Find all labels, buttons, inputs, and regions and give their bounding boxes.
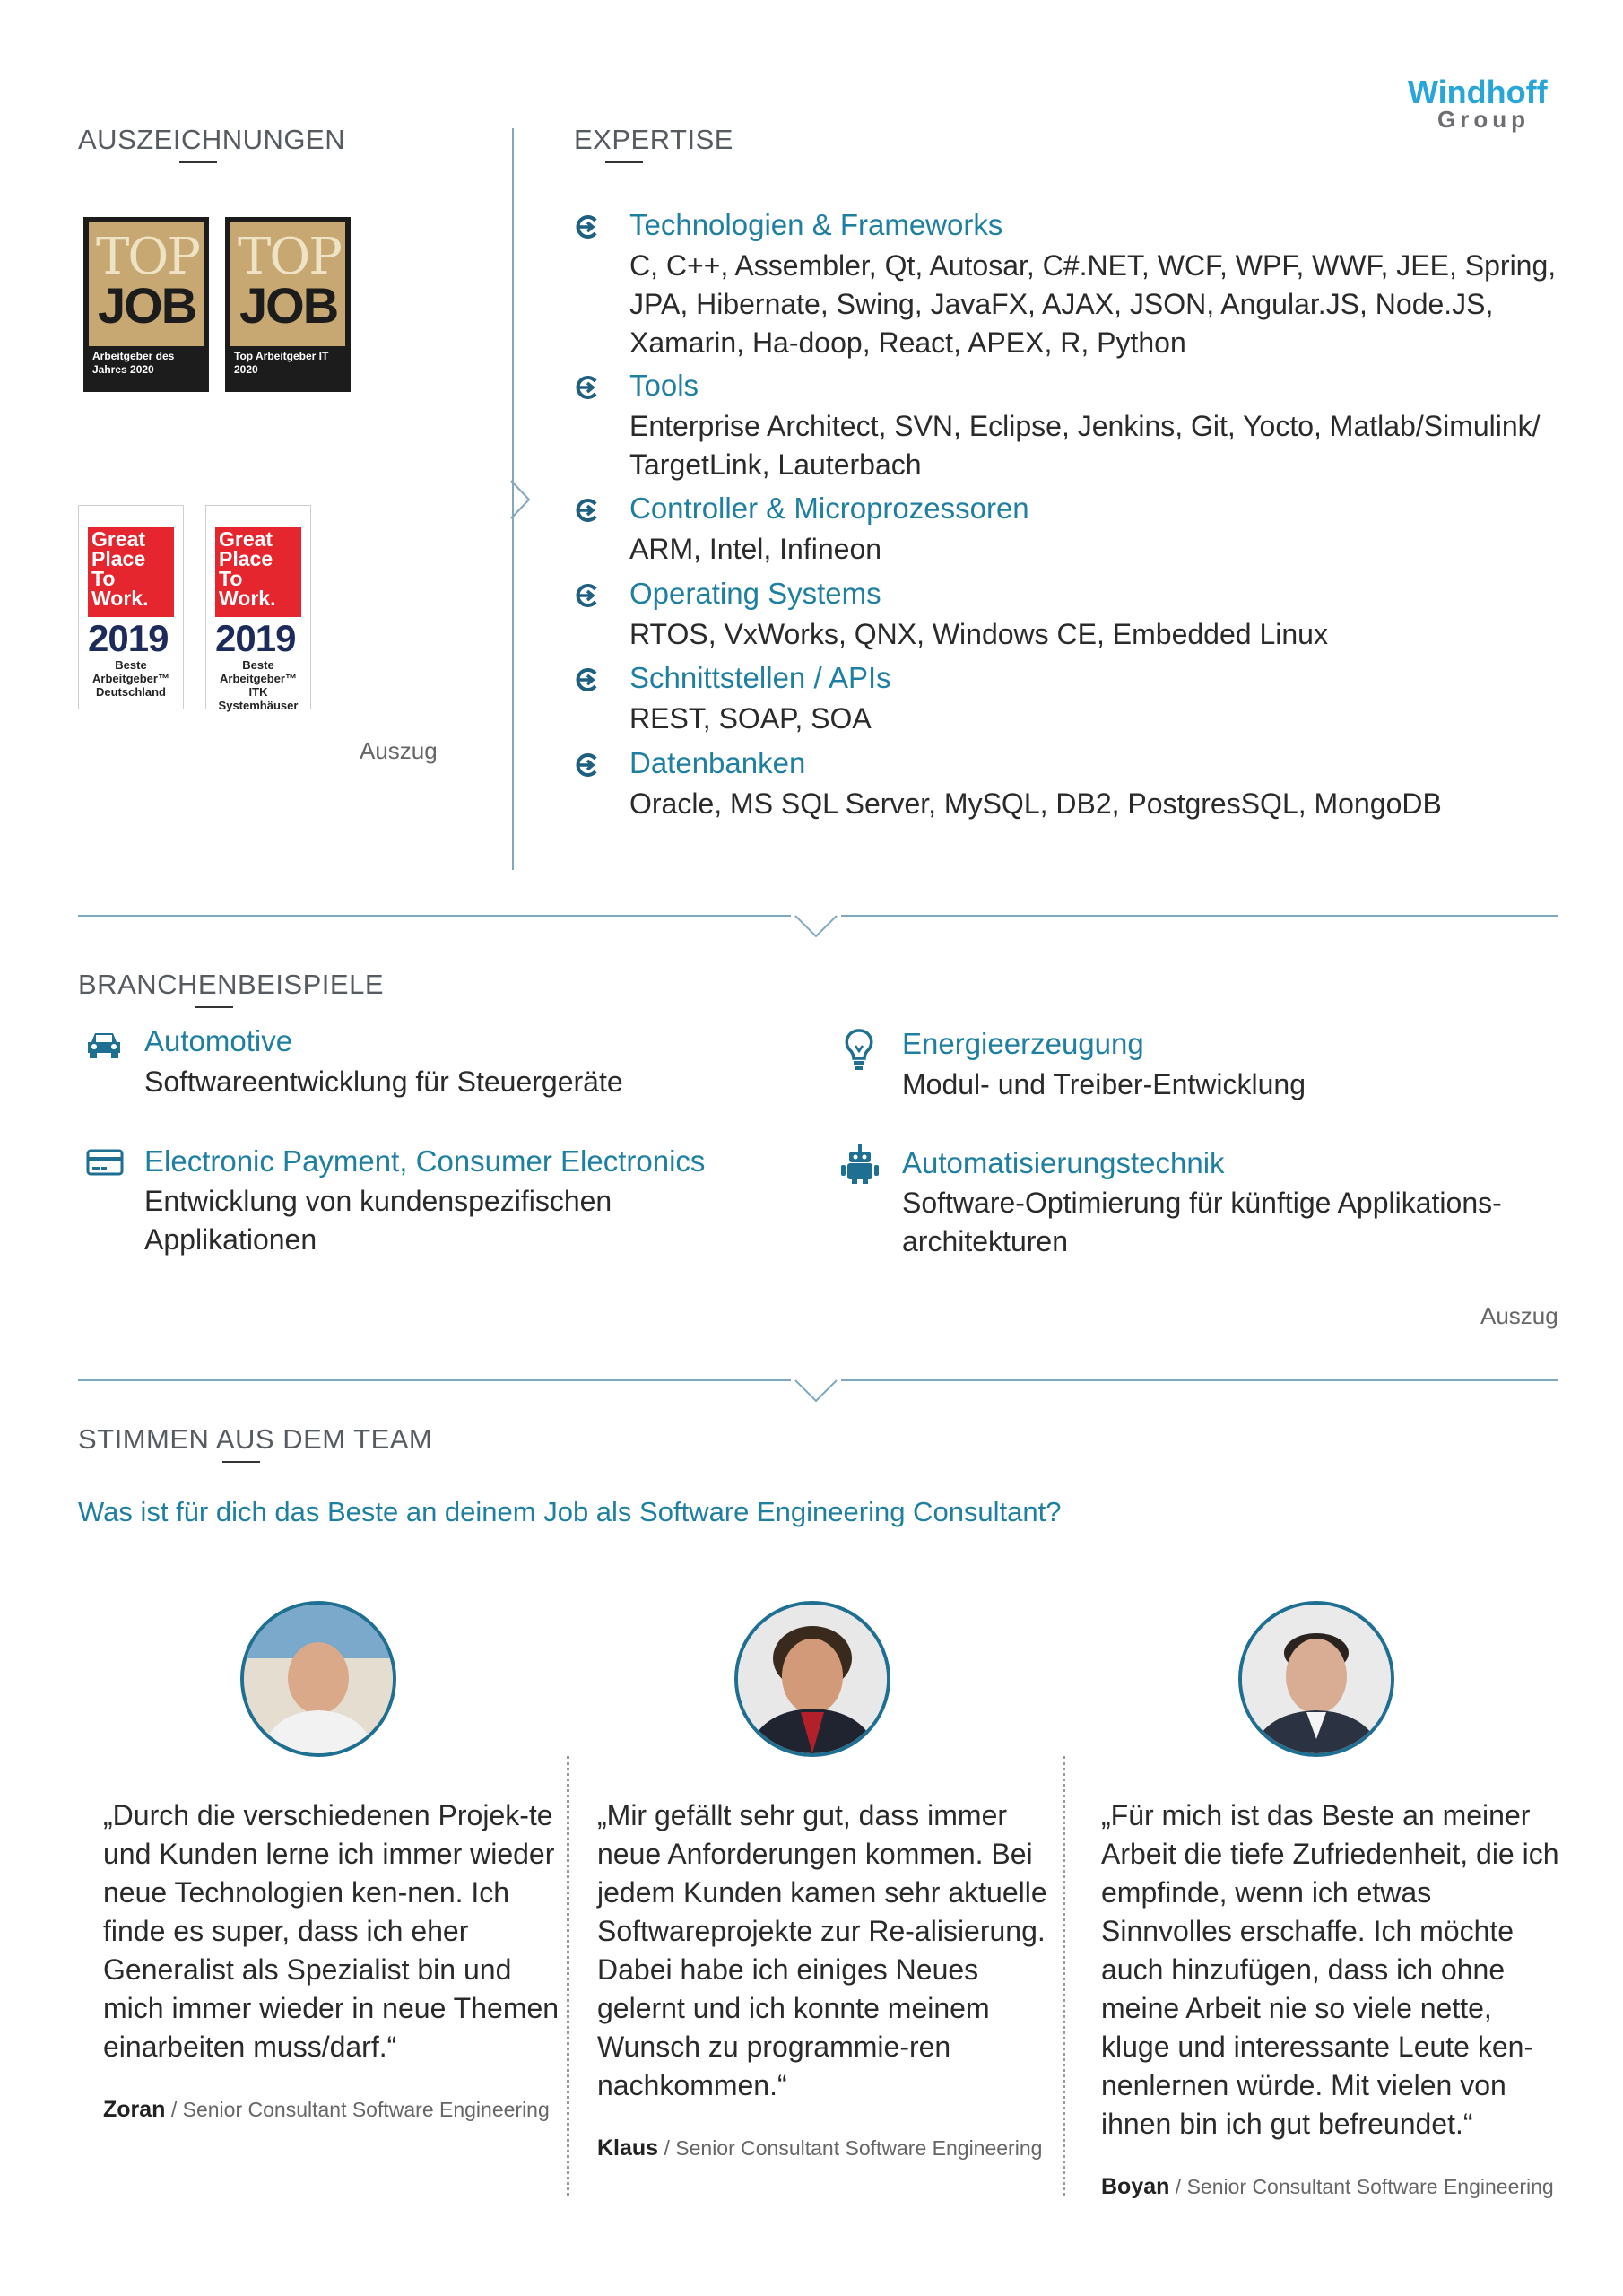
arrow-right-icon — [574, 666, 601, 693]
expertise-title: Controller & Microprozessoren — [629, 491, 1029, 525]
branch-title: Energieerzeugung — [902, 1027, 1144, 1060]
team-member-name: Zoran — [103, 2097, 166, 2122]
gptw-caption: Beste Arbeitgeber™ Deutschland — [92, 658, 169, 699]
credit-card-icon — [86, 1149, 124, 1176]
branch-title: Electronic Payment, Consumer Electronics — [144, 1144, 706, 1178]
robot-icon — [839, 1144, 881, 1185]
arrow-right-icon — [574, 752, 601, 778]
expertise-title: Technologien & Frameworks — [629, 208, 1003, 241]
arrow-right-icon — [574, 497, 601, 524]
topjob-top-text: TOP — [96, 228, 199, 286]
gptw-badge-1 — [78, 505, 184, 709]
team-member-role: / Senior Consultant Software Engineering — [165, 2098, 550, 2121]
topjob-job-text: JOB — [98, 277, 196, 334]
expertise-body: ARM, Intel, Infineon — [629, 533, 882, 565]
expertise-title: Datenbanken — [629, 746, 806, 779]
expertise-body: REST, SOAP, SOA — [629, 702, 872, 735]
team-heading: STIMMEN AUS DEM TEAM — [78, 1423, 433, 1455]
team-signature — [1101, 2174, 1554, 2200]
expertise-title: Tools — [629, 369, 699, 402]
arrow-right-icon — [574, 582, 601, 609]
team-member-name: Klaus — [597, 2135, 659, 2161]
branch-title: Automotive — [144, 1024, 293, 1057]
lightbulb-icon — [844, 1028, 874, 1073]
topjob-job-text: JOB — [239, 277, 338, 334]
logo-wordmark: Windhoff — [1408, 74, 1548, 110]
person-photo-placeholder — [738, 1605, 887, 1753]
topjob-badge-1 — [83, 217, 209, 392]
section-divider — [78, 1370, 1558, 1406]
branches-excerpt-note: Auszug — [1480, 1302, 1558, 1329]
avatar — [1238, 1601, 1394, 1757]
branch-body: Software-Optimierung für künftige Applikations-architekturen — [902, 1187, 1502, 1257]
divider-chevron-icon — [508, 477, 534, 522]
car-icon — [86, 1030, 122, 1060]
topjob-caption: Top Arbeitgeber IT 2020 — [234, 350, 329, 376]
expertise-body: Oracle, MS SQL Server, MySQL, DB2, PostgresSQL, MongoDB — [629, 787, 1442, 820]
avatar — [734, 1601, 890, 1757]
avatar — [240, 1601, 396, 1757]
awards-heading: AUSZEICHNUNGEN — [78, 124, 346, 155]
gptw-brand-text: Great Place To Work. — [219, 527, 276, 610]
team-signature — [103, 2097, 550, 2123]
awards-excerpt-note: Auszug — [360, 737, 438, 764]
team-quote: „Durch die verschiedenen Projek-te und Kunden lerne ich immer wieder neue Technologien ken-nen. Ich finde es super, dass ich eher Generalist als Spezialist bin und mich immer wieder in neue Themen einarbeiten muss/darf.“ — [103, 1799, 560, 2063]
gptw-year: 2019 — [88, 617, 169, 659]
branch-body: Entwicklung von kundenspezifischen Applikationen — [144, 1185, 612, 1256]
expertise-body: RTOS, VxWorks, QNX, Windows CE, Embedded Linux — [629, 618, 1328, 650]
team-member-name: Boyan — [1101, 2174, 1170, 2199]
team-member-role: / Senior Consultant Software Engineering — [658, 2136, 1043, 2160]
branch-title: Automatisierungstechnik — [902, 1146, 1225, 1179]
branches-heading-underline — [195, 1006, 233, 1008]
person-photo-placeholder — [244, 1605, 393, 1753]
team-quote: „Für mich ist das Beste an meiner Arbeit die tiefe Zufriedenheit, die ich empfinde, wenn ich etwas Sinnvolles erschaffe. Ich möchte auch hinzufügen, dass ich ohne meine Arbeit nie so viele nette, kluge und interessante Leute ken-nenlernen würde. Mit vielen von ihnen bin ich gut befreundet.“ — [1101, 1799, 1559, 2140]
arrow-right-icon — [574, 374, 601, 401]
gptw-year: 2019 — [215, 617, 296, 659]
gptw-caption: Beste Arbeitgeber™ ITK Systemhäuser — [218, 658, 299, 712]
expertise-heading-underline — [605, 161, 643, 163]
expertise-heading: EXPERTISE — [574, 124, 733, 155]
section-divider — [78, 906, 1558, 942]
logo-subline: Group — [1437, 106, 1530, 133]
branch-body: Softwareentwicklung für Steuergeräte — [144, 1065, 623, 1098]
team-member-role: / Senior Consultant Software Engineering — [1169, 2175, 1554, 2198]
team-quote: „Mir gefällt sehr gut, dass immer neue Anforderungen kommen. Bei jedem Kunden kamen sehr aktuelle Softwareprojekte zur Re-alisierung. Dabei habe ich einiges Neues gelernt und ich konnte meinem Wunsch zu programmie-ren nachkommen.“ — [597, 1799, 1047, 2101]
awards-heading-underline — [179, 161, 217, 163]
branches-heading: BRANCHENBEISPIELE — [78, 969, 384, 1000]
arrow-right-icon — [574, 213, 601, 240]
expertise-title: Schnittstellen / APIs — [629, 661, 891, 694]
team-signature — [597, 2135, 1042, 2161]
topjob-caption: Arbeitgeber des Jahres 2020 — [92, 350, 175, 376]
expertise-title: Operating Systems — [629, 577, 881, 610]
team-question: Was ist für dich das Beste an deinem Job als Software Engineering Consultant? — [78, 1496, 1062, 1527]
expertise-body: C, C++, Assembler, Qt, Autosar, C#.NET, WCF, WPF, WWF, JEE, Spring, JPA, Hibernate, Swing, JavaFX, AJAX, JSON, Angular.JS, Node.JS, Xamarin, Ha-doop, React, APEX, R, Python — [629, 249, 1557, 359]
gptw-badge-2 — [205, 505, 311, 712]
gptw-brand-text: Great Place To Work. — [91, 527, 149, 610]
topjob-badge-2 — [225, 217, 351, 392]
branch-body: Modul- und Treiber-Entwicklung — [902, 1068, 1306, 1100]
expertise-body: Enterprise Architect, SVN, Eclipse, Jenkins, Git, Yocto, Matlab/Simulink/ TargetLink, Lauterbach — [629, 410, 1541, 481]
topjob-top-text: TOP — [238, 228, 341, 286]
team-heading-underline — [222, 1461, 260, 1463]
person-photo-placeholder — [1242, 1605, 1391, 1753]
